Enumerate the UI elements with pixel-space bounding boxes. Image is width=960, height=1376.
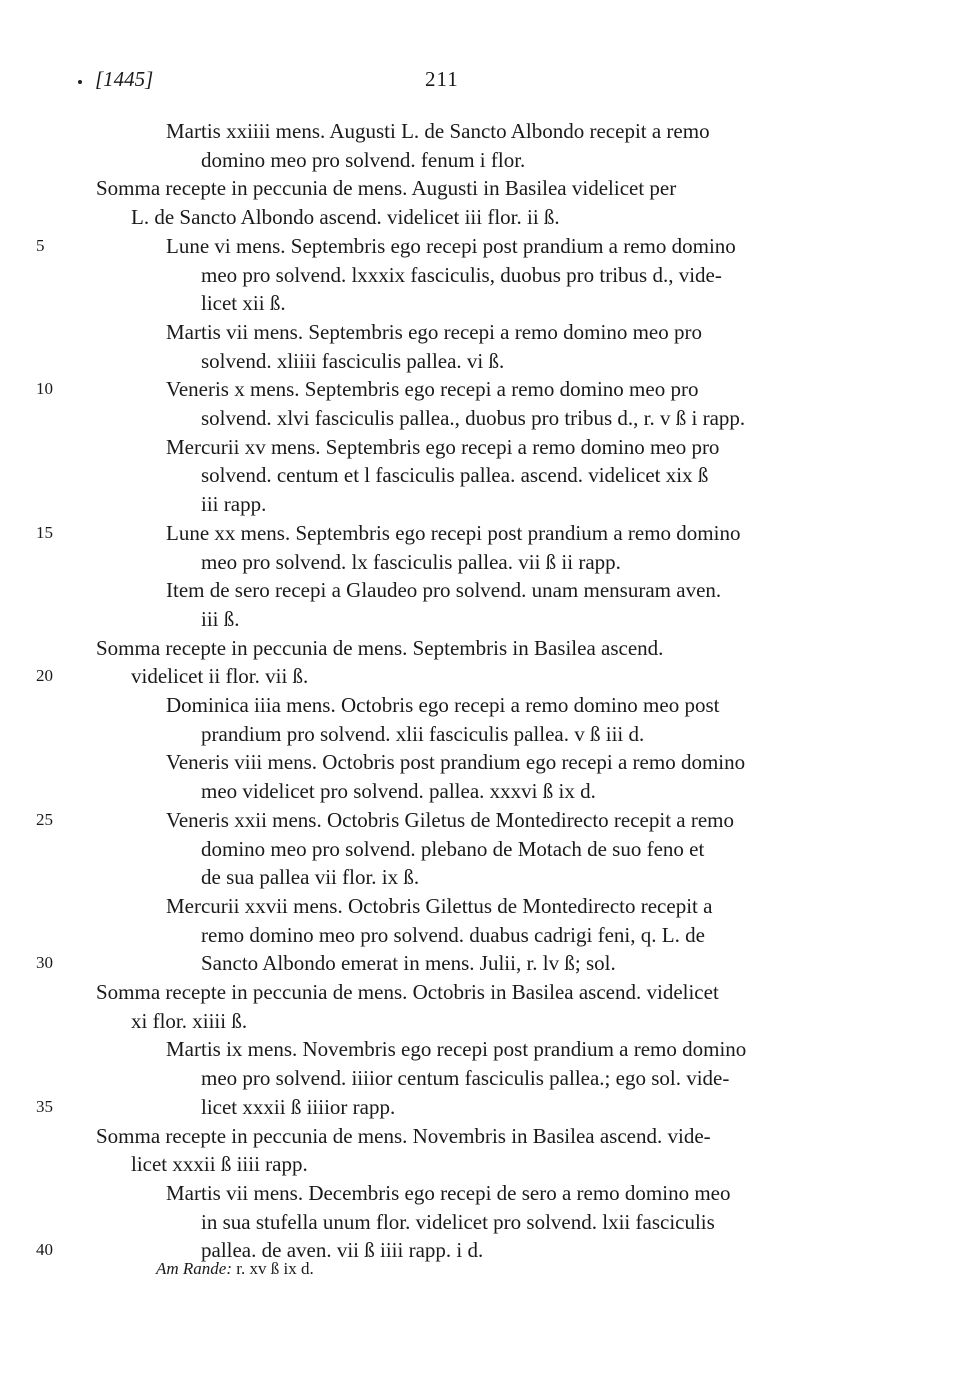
- line-text: solvend. xlvi fasciculis pallea., duobus pro tribus d., r. v ß i rapp.: [201, 406, 746, 430]
- text-line: [0, 460, 960, 490]
- text-line: [0, 374, 960, 404]
- text-line: [0, 403, 960, 433]
- text-line: [0, 719, 960, 749]
- text-line: [0, 518, 960, 548]
- line-number: 40: [36, 1240, 53, 1260]
- line-text: xi flor. xiiii ß.: [131, 1008, 248, 1033]
- line-text: de sua pallea vii flor. ix ß.: [201, 865, 420, 890]
- footnote-label: Am Rande:: [156, 1259, 233, 1278]
- line-text: meo videlicet pro solvend. pallea. xxxvi ß ix d.: [201, 779, 596, 804]
- line-text: meo pro solvend. lxxxix fasciculis, duobus pro tribus d., vide-: [201, 262, 722, 287]
- line-text: licet xii ß.: [201, 291, 286, 316]
- text-line: [0, 633, 960, 663]
- line-text: Martis vii mens. Septembris ego recepi a remo domino meo pro: [166, 319, 702, 344]
- line-text: Veneris viii mens. Octobris post prandium ego recepi a remo domino: [166, 750, 746, 775]
- page-header-year: [1445]: [95, 67, 154, 91]
- text-line: [0, 920, 960, 950]
- text-line: [0, 1034, 960, 1064]
- footnote: [156, 1256, 314, 1282]
- line-text: Sancto Albondo emerat in mens. Julii, r. lv ß; sol.: [201, 951, 616, 976]
- line-text: solvend. xliiii fasciculis pallea. vi ß.: [201, 348, 505, 373]
- line-text: solvend. centum et l fasciculis pallea. ascend. videlicet xix ß: [201, 463, 709, 488]
- line-text: Somma recepte in peccunia de mens. Septembris in Basilea ascend.: [96, 635, 664, 660]
- line-text: Veneris xxii mens. Octobris Giletus de Montedirecto recepit a remo: [166, 807, 735, 832]
- line-number: 10: [36, 379, 53, 399]
- text-line: [0, 862, 960, 892]
- line-text: Somma recepte in peccunia de mens. Novembris in Basilea ascend. vide-: [96, 1123, 711, 1148]
- text-line: [0, 1207, 960, 1237]
- line-number: 15: [36, 522, 53, 542]
- line-text: domino meo pro solvend. fenum i flor.: [201, 147, 526, 172]
- line-text: L. de Sancto Albondo ascend. videlicet iii flor. ii ß.: [131, 205, 560, 230]
- line-text: prandium pro solvend. xlii fasciculis pallea. v ß iii d.: [201, 721, 645, 746]
- text-line: [0, 747, 960, 777]
- text-line: [0, 547, 960, 577]
- text-line: [0, 1092, 960, 1122]
- line-text: videlicet ii flor. vii ß.: [131, 664, 309, 689]
- line-number: 35: [36, 1096, 53, 1116]
- text-line: [0, 834, 960, 864]
- line-number: 30: [36, 953, 53, 973]
- line-text: Mercurii xxvii mens. Octobris Gilettus de Montedirecto recepit a: [166, 893, 713, 918]
- text-line: [0, 1149, 960, 1179]
- footnote-text: r. xv ß ix d.: [236, 1259, 314, 1278]
- text-line: [0, 317, 960, 347]
- line-text: meo pro solvend. iiiior centum fasciculis pallea.; ego sol. vide-: [201, 1066, 730, 1091]
- line-text: domino meo pro solvend. plebano de Motach de suo feno et: [201, 836, 705, 861]
- line-text: Lune xx mens. Septembris ego recepi post prandium a remo domino: [166, 520, 741, 545]
- line-text: meo pro solvend. lx fasciculis pallea. vii ß ii rapp.: [201, 549, 621, 574]
- line-number: 5: [36, 235, 45, 255]
- text-line: [0, 288, 960, 318]
- text-line: [0, 1235, 960, 1265]
- text-line: [0, 260, 960, 290]
- text-line: [0, 977, 960, 1007]
- line-text: licet xxxii ß iiii rapp.: [131, 1152, 308, 1177]
- text-line: [0, 948, 960, 978]
- text-line: [0, 805, 960, 835]
- line-text: pallea. de aven. vii ß iiii rapp. i d.: [201, 1238, 484, 1263]
- line-text: remo domino meo pro solvend. duabus cadrigi feni, q. L. de: [201, 922, 705, 947]
- line-text: Item de sero recepi a Glaudeo pro solvend. unam mensuram aven.: [166, 578, 722, 603]
- text-line: [0, 489, 960, 519]
- line-text: Somma recepte in peccunia de mens. Octobris in Basilea ascend. videlicet: [96, 980, 719, 1004]
- text-line: [0, 661, 960, 691]
- line-text: Somma recepte in peccunia de mens. Augusti in Basilea videlicet per: [96, 176, 677, 201]
- text-line: [0, 145, 960, 175]
- line-number: 20: [36, 666, 53, 686]
- text-line: [0, 604, 960, 634]
- line-text: Martis xxiiii mens. Augusti L. de Sancto Albondo recepit a remo: [166, 119, 710, 143]
- text-line: [0, 346, 960, 376]
- text-line: [0, 891, 960, 921]
- text-line: [0, 1063, 960, 1093]
- text-line: [0, 231, 960, 261]
- line-text: in sua stufella unum flor. videlicet pro solvend. lxii fasciculis: [201, 1209, 715, 1234]
- line-text: Dominica iiia mens. Octobris ego recepi a remo domino meo post: [166, 693, 720, 717]
- text-line: [0, 1178, 960, 1208]
- text-line: [0, 202, 960, 232]
- text-line: [0, 575, 960, 605]
- text-line: [0, 1006, 960, 1036]
- text-line: [0, 432, 960, 462]
- line-number: 25: [36, 809, 53, 829]
- text-line: [0, 776, 960, 806]
- line-text: Martis vii mens. Decembris ego recepi de sero a remo domino meo: [166, 1180, 731, 1205]
- line-text: Mercurii xv mens. Septembris ego recepi a remo domino meo pro: [166, 434, 720, 459]
- text-line: [0, 116, 960, 146]
- page-number: 211: [425, 67, 459, 91]
- line-text: iii rapp.: [201, 492, 267, 517]
- line-text: Lune vi mens. Septembris ego recepi post prandium a remo domino: [166, 233, 736, 258]
- line-text: licet xxxii ß iiiior rapp.: [201, 1094, 396, 1119]
- line-text: Veneris x mens. Septembris ego recepi a remo domino meo pro: [166, 377, 699, 402]
- text-line: [0, 173, 960, 203]
- text-line: [0, 1121, 960, 1151]
- text-line: [0, 690, 960, 720]
- line-text: Martis ix mens. Novembris ego recepi post prandium a remo domino: [166, 1037, 747, 1062]
- line-text: iii ß.: [201, 606, 240, 631]
- margin-dot: [78, 80, 82, 84]
